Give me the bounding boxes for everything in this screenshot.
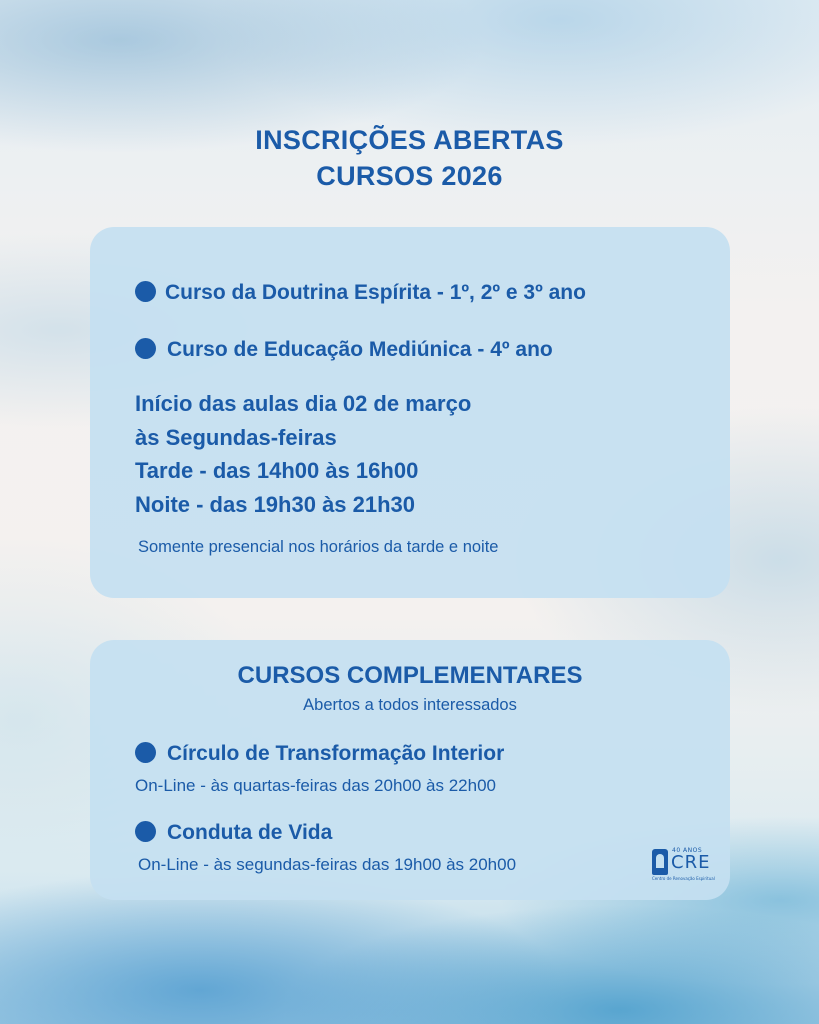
complementary-subtitle: Abertos a todos interessados [303, 696, 517, 714]
title-line-2: CURSOS 2026 [316, 161, 503, 191]
bullet-icon [135, 742, 156, 763]
attendance-note: Somente presencial nos horários da tarde e noite [138, 538, 499, 556]
complementary-title: CURSOS COMPLEMENTARES [237, 662, 583, 689]
schedule-info [135, 387, 471, 521]
page-title [0, 122, 819, 194]
logo-anos: 40 ANOS [672, 847, 703, 854]
complementary-item-detail: On-Line - às quartas-feiras das 20h00 às 22h00 [135, 776, 497, 795]
bullet-icon [135, 821, 156, 842]
course-item-doutrina [135, 281, 586, 305]
complementary-item-conduta [135, 821, 332, 845]
logo-name: CRE [671, 852, 711, 873]
complementary-item-label: Círculo de Transformação Interior [167, 742, 505, 765]
main-courses-card [90, 227, 730, 598]
course-item-mediunica [135, 338, 553, 362]
schedule-afternoon: Tarde - das 14h00 às 16h00 [135, 458, 419, 483]
cre-logo [652, 847, 715, 883]
title-line-1: INSCRIÇÕES ABERTAS [255, 125, 564, 155]
complementary-item-circulo [135, 742, 504, 766]
schedule-weekday: às Segundas-feiras [135, 424, 337, 450]
hands-icon [652, 849, 668, 875]
bullet-icon [135, 281, 156, 302]
complementary-item-label: Conduta de Vida [167, 821, 333, 844]
logo-tagline: Centro de Renovação Espiritual [652, 876, 715, 881]
course-item-label: Curso da Doutrina Espírita - 1º, 2º e 3º ano [165, 281, 586, 304]
complementary-item-detail: On-Line - às segundas-feiras das 19h00 às 20h00 [138, 855, 517, 874]
schedule-start: Início das aulas dia 02 de março [135, 391, 472, 416]
schedule-night: Noite - das 19h30 às 21h30 [135, 491, 416, 517]
bullet-icon [135, 338, 156, 359]
complementary-courses-card [90, 640, 730, 900]
course-item-label: Curso de Educação Mediúnica - 4º ano [167, 338, 553, 361]
